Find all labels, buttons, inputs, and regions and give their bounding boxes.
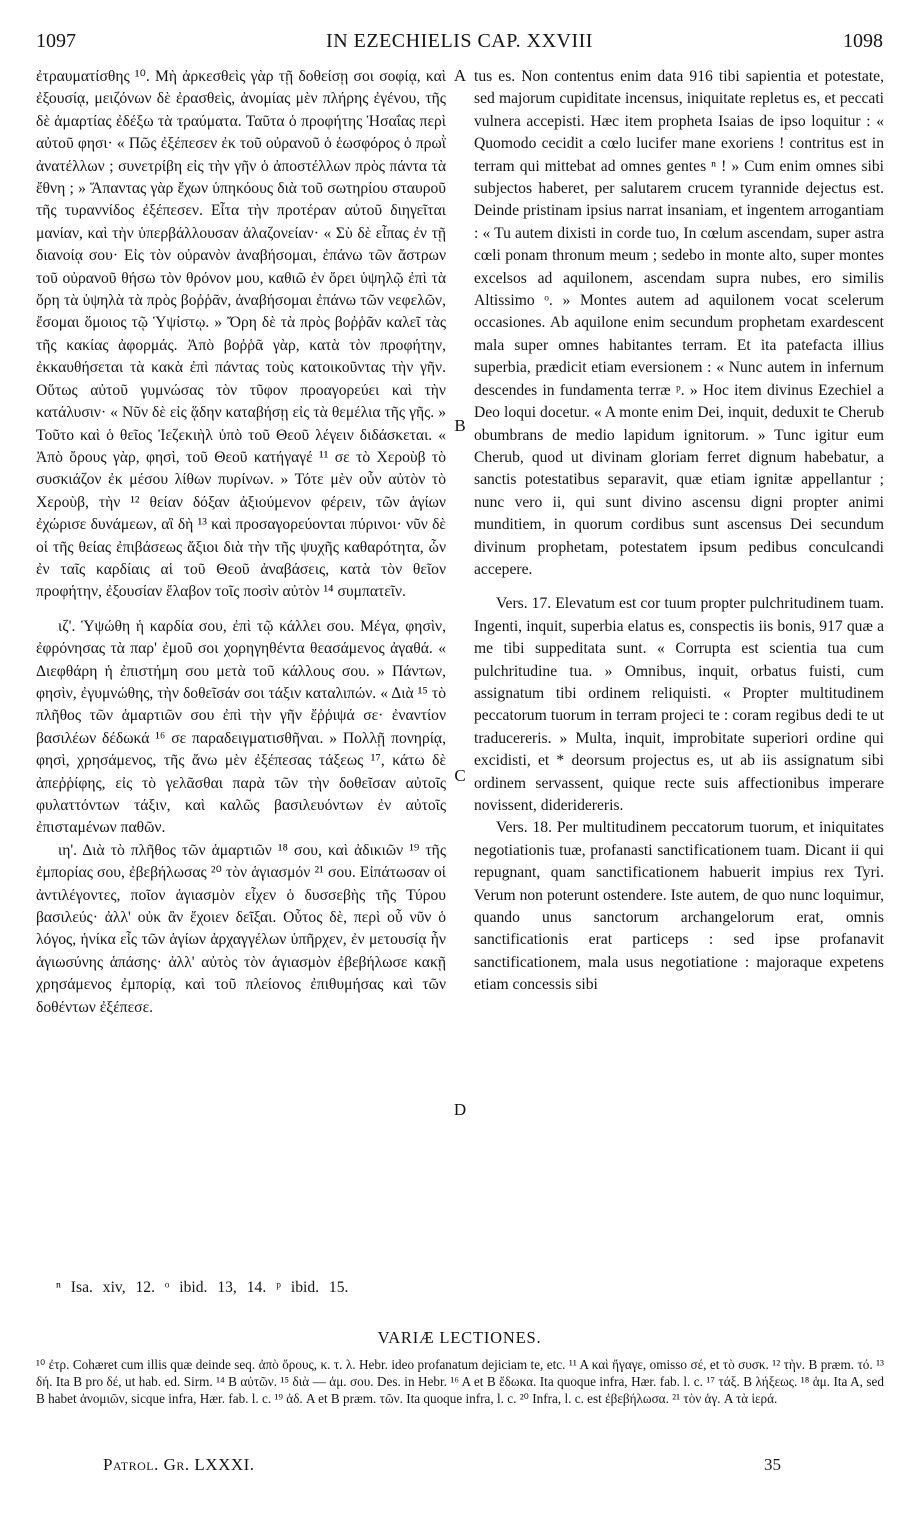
greek-paragraph-1: ἐτραυματίσθης ¹⁰. Μὴ ἀρκεσθεὶς γὰρ τῇ δοθείσῃ σοι σοφίᾳ, καὶ ἐξουσίᾳ, μειζόνων δὲ ἐρασθεὶς, ἀνομίας μὲν πλήρης ἐγένου, τῆς δὲ ἁμαρτίας ἐδέξω τὰ τραύματα. Ταῦτα ὁ προφήτης Ἡσαΐας περὶ αὐτοῦ φησι· « Πῶς ἐξέπεσεν ἐκ τοῦ οὐρανοῦ ὁ ἑωσφόρος ὁ πρωῒ ἀνατέλλων ; συνετρίβη εἰς τὴν γῆν ὁ ἀποστέλλων πρὸς πάντα τὰ ἔθνη ; » Ἅπαντας γὰρ ἔχων ὑπηκόους διὰ τοῦ σωτηρίου σταυροῦ τῆς τυραννίδος ἐξέπεσεν. Εἶτα τὴν προτέραν αὐτοῦ διηγεῖται μανίαν, καὶ τὴν ὑπερβάλλουσαν ἀλαζονείαν· « Σὺ δὲ εἶπας ἐν τῇ διανοίᾳ σου· Εἰς τὸν οὐρανὸν ἀναβήσομαι, ἐπάνω τῶν ἄστρων τοῦ οὐρανοῦ θήσω τὸν θρόνον μου, καθιῶ ἐν ὄρει ὑψηλῷ ἐπὶ τὰ ὄρη τὰ ὑψηλὰ τὰ πρὸς βοῤῥᾶν, ἀναβήσομαι ἐπάνω τῶν νεφελῶν, ἔσομαι ὅμοιος τῷ Ὑψίστῳ. » Ὄρη δὲ τὰ πρὸς βοῤῥᾶν καλεῖ τὰς τῆς κακίας ἀφορμάς. Ἀπὸ βοῤῥᾶ γὰρ, κατὰ τὸν προφήτην, ἐκκαυθήσεται τὰ κακὰ ἐπὶ πάντας τοὺς κατοικοῦντας τὴν γῆν. Οὕτως αὐτοῦ γυμνώσας τὸν τῦφον προαγορεύει καὶ τὴν κατάλυσιν· « Νῦν δὲ εἰς ᾅδην καταβήσῃ εἰς τὰ θεμέλια τῆς γῆς. » Τοῦτο καὶ ὁ θεῖος Ἰεζεκιὴλ ὑπὸ τοῦ Θεοῦ λέγειν διδάσκεται. « Ἀπὸ ὄρους γὰρ, φησὶ, τοῦ Θεοῦ κατήγαγέ ¹¹ σε τὸ Χεροὺβ τὸ συσκιάζον ἐκ μέσου λίθων πυρίνων. » Τότε μὲν οὖν αὐτὸν τὸ Χεροὺβ, τὴν ¹² θείαν δόξαν ἀξιούμενον φέρειν, τῶν ἁγίων ἐχώρισε δυνάμεων, αἳ δὴ ¹³ καὶ προσαγορεύονται πύρινοι· νῦν δὲ οἱ τῆς θείας ἐπιβάσεως ἄξιοι διὰ τὴν τῆς ψυχῆς καθαρότητα, ὧν ἐν ταῖς καρδίαις αἱ τοῦ Θεοῦ ἀναβάσεις, κατὰ τὸν θεῖον προφήτην, ἐξουσίαν ἔλαβον τοῖς ποσὶν αὐτὸν ¹⁴ συμπατεῖν. — [36, 68, 446, 601]
latin-paragraph-1: tus es. Non contentus enim data 916 tibi sapientia et potestate, sed majorum cupiditate incensus, iniquitate repletus es, et peccati vulnera accepisti. Hæc item propheta Isaias de ipso loquitur : « Quomodo cecidit a cœlo lucifer mane exoriens ! contritus est in terram qui mittebat ad omnes gentes ⁿ ! » Cum enim omnes sibi subjectos haberet, per salutarem crucem tyrannide dejectus est. Deinde pristinam ipsius narrat insaniam, et ingentem arrogantiam : « Tu autem dixisti in corde tuo, In cœlum ascendam, super astra cœli ponam thronum meum ; sedebo in monte alto, super montes excelsos ad aquilonem, ascendam supra nubes, ero similis Altissimo ᵒ. » Montes autem ad aquilonem vocat scelerum occasiones. Ab aquilone enim secundum prophetam exardescent mala super omnes habitantes terram. Et ita patefacta illius superbia, prædicit etiam eversionem : « Nunc autem in infernum descendes in fundamenta terræ ᵖ. » Hoc item divinus Ezechiel a Deo loqui docetur. « A monte enim Dei, inquit, deduxit te Cherub obumbrans de medio lapidum ignitorum. » Tunc igitur eum Cherub, quod ut divinam gloriam ferret dignum habebatur, a sanctis potestatibus separavit, quæ etiam ignitæ appellantur ; nunc vero ii, qui sunt divino ascensu digni propter animi munditiem, in quorum cordibus sunt ascensus Dei secundum divinum prophetam, potestatem ipsum pedibus conculcandi accepere. — [474, 68, 884, 578]
page-number-right: 1098 — [843, 30, 883, 52]
variae-lectiones-text: ¹⁰ ἐτρ. Cohæret cum illis quæ deinde seq. ἀπὸ ὄρους, κ. τ. λ. Hebr. ideo profanatum dejiciam te, etc. ¹¹ A καὶ ἤγαγε, omisso σέ, et τὸ συσκ. ¹² τὴν. B præm. τό. ¹³ δή. Ita B pro δέ, ut hab. ed. Sirm. ¹⁴ B αὐτῶν. ¹⁵ διὰ — ἁμ. σου. Des. in Hebr. ¹⁶ A et B ἔδωκα. Ita quoque infra, Hær. fab. l. c. ¹⁷ τάξ. B λήξεως. ¹⁸ ἁμ. Ita A, sed B habet ἀνομιῶν, sicque infra, Hær. fab. l. c. ¹⁹ ἀδ. A et B præm. τῶν. Ita quoque infra, l. c. ²⁰ Infra, l. c. est ἐβεβήλωσα. ²¹ τὸν ἁγ. A τὰ ἱερά. — [36, 1357, 884, 1407]
greek-column — [36, 66, 446, 1019]
margin-letter-b: B — [454, 416, 466, 435]
margin-letter-c: C — [454, 766, 466, 785]
signature-number: 35 — [764, 1455, 781, 1474]
signature-patrologia: Patrol. Gr. LXXXI. — [103, 1455, 255, 1474]
running-title: IN EZECHIELIS CAP. XXVIII — [326, 30, 593, 52]
running-head — [36, 30, 883, 60]
greek-paragraph-2: ιζ'. Ὑψώθη ἡ καρδία σου, ἐπὶ τῷ κάλλει σου. Μέγα, φησὶν, ἐφρόνησας τὰ παρ' ἐμοῦ σοι χορηγηθέντα θεασάμενος ἀγαθά. « Διεφθάρη ἡ ἐπιστήμη σου μετὰ τοῦ κάλλους σου. » Πάντων, φησὶν, ἐγυμνώθης, τὴν δοθεῖσάν σοι τάξιν καταλιπών. « Διὰ ¹⁵ τὸ πλῆθος τῶν ἁμαρτιῶν σου ἐπὶ τὴν γῆν ἔῤῥιψά σε· ἐναντίον βασιλέων δέδωκά ¹⁶ σε παραδειγματισθῆναι. » Πολλῇ πονηρίᾳ, φησὶ, χρησάμενος, τῆς ἄνω μὲν ἐξέπεσας τάξεως ¹⁷, κάτω δὲ ἀπεῤῥίφης, εἰς τὸ γελᾶσθαι παρὰ τῶν τὴν δοθεῖσαν αὐτοῖς φυλαττόντων τάξιν, καὶ καλῶς βασιλευόντων ἐν αὐτοῖς ἐπισταμένων παθῶν. — [36, 617, 446, 837]
latin-column — [474, 66, 884, 997]
greek-paragraph-3: ιη'. Διὰ τὸ πλῆθος τῶν ἁμαρτιῶν ¹⁸ σου, καὶ ἀδικιῶν ¹⁹ τῆς ἐμπορίας σου, ἐβεβήλωσας ²⁰ τὸν ἁγιασμόν ²¹ σου. Εἰπάτωσαν οἱ ἀντιλέγοντες, ποῖον ἁγιασμὸν εἶχεν ὁ δυσσεβὴς τῆς Τύρου βασιλεύς· ἀλλ' οὐκ ἂν ἔχοιεν δεῖξαι. Οὗτος δὲ, περὶ οὗ νῦν ὁ λόγος, ἡνίκα εἷς τῶν ἁγίων ἀρχαγγέλων ὑπῆρχεν, ἐν μετουσίᾳ ἦν ἁγιωσύνης ἁπάσης· ἀλλ' αὐτὸς τὸν ἁγιασμὸν ἐβεβήλωσε κακῇ χρησάμενος ἐμπορίᾳ, καὶ τοῦ πλείονος ἐπιθυμήσας καὶ τῶν δοθέντων ἐξέπεσε. — [36, 841, 446, 1016]
margin-letter-d: D — [453, 1100, 467, 1119]
latin-paragraph-2: Vers. 17. Elevatum est cor tuum propter pulchritudinem tuam. Ingenti, inquit, superbia elatus es, conspectis iis bonis, 917 quæ a me tibi suppeditata sunt. « Corrupta est scientia tua cum pulchritudine tua. » Omnibus, inquit, orbatus fuisti, cum assignatum tibi ordinem reliquisti. « Propter multitudinem peccatorum tuorum in terram projeci te : coram regibus dedi te ut traducereris. » Multa, inquit, improbitate superiori ordine qui excidisti, et * deorsum projectus es, ut ab iis assignatum sibi ordinem servassent, quique recte suis affectionibus imperare novissent, dideridereris. — [474, 595, 884, 814]
footnotes: ⁿ Isa. xiv, 12. ᵒ ibid. 13, 14. ᵖ ibid. 15. — [56, 1279, 349, 1296]
variae-lectiones-title: VARIÆ LECTIONES. — [377, 1328, 542, 1347]
latin-paragraph-3: Vers. 18. Per multitudinem peccatorum tuorum, et iniquitates negotiationis tuæ, profanasti sanctificationem tuam. Dicant ii qui repugnant, quam sanctificationem habuerit impius rex Tyri. Verum non poterunt ostendere. Iste autem, de quo nunc loquimur, quando unus sanctorum archangelorum erat, omnis sanctificationis erat particeps : sed ipse profanavit sanctificationem, mala usus negotiatione : majoraque expetens etiam concessis sibi — [474, 819, 884, 994]
margin-letter-a: A — [453, 66, 467, 85]
page-number-left: 1097 — [36, 30, 76, 52]
bottom-line — [103, 1455, 781, 1483]
variae-lectiones — [36, 1356, 884, 1408]
